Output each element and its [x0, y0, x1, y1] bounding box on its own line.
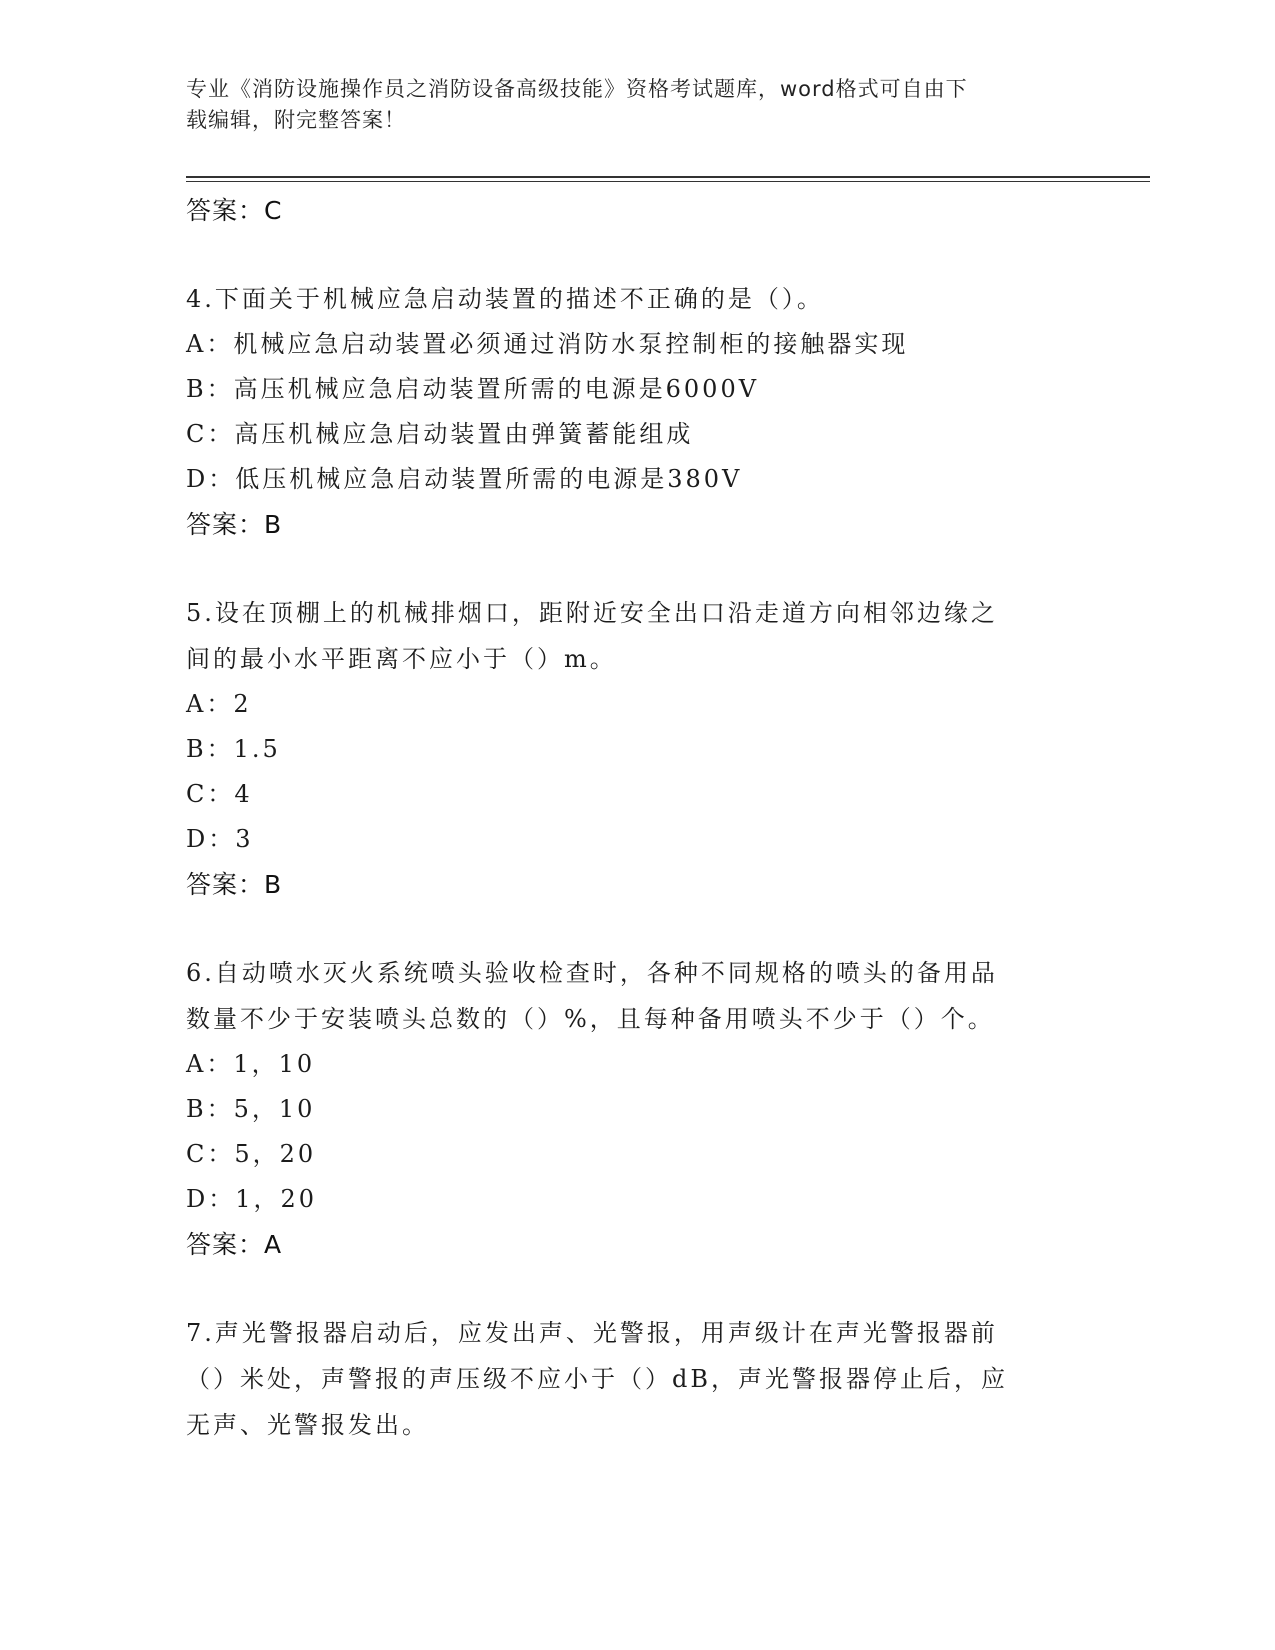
option-a: A：1，10	[186, 1050, 316, 1078]
option-b: B：1.5	[186, 735, 281, 763]
header-divider-thin	[186, 181, 1150, 182]
answer: 答案：B	[186, 510, 283, 539]
question-list	[186, 188, 1066, 1448]
option-d: D：低压机械应急启动装置所需的电源是380V	[186, 465, 743, 493]
option-a: A：2	[186, 690, 252, 718]
spacer	[186, 547, 1066, 590]
spacer	[186, 907, 1066, 950]
question-stem-line-2: 数量不少于安装喷头总数的（）%，且每种备用喷头不少于（）个。	[186, 1005, 995, 1033]
answer: 答案：B	[186, 870, 283, 899]
spacer	[186, 1267, 1066, 1310]
question-5	[186, 590, 1066, 907]
previous-answer: 答案：C	[186, 196, 283, 225]
question-stem: 4.下面关于机械应急启动装置的描述不正确的是（）。	[186, 285, 824, 313]
question-7	[186, 1310, 1066, 1448]
option-a: A：机械应急启动装置必须通过消防水泵控制柜的接触器实现	[186, 330, 909, 358]
option-d: D：1，20	[186, 1185, 318, 1213]
question-stem-line-3: 无声、光警报发出。	[186, 1411, 429, 1439]
question-stem-line-2: 间的最小水平距离不应小于（）m。	[186, 645, 617, 673]
question-stem-line-1: 7.声光警报器启动后，应发出声、光警报，用声级计在声光警报器前	[186, 1319, 998, 1347]
question-4	[186, 276, 1066, 547]
question-stem-line-2: （）米处，声警报的声压级不应小于（）dB，声光警报器停止后，应	[186, 1365, 1008, 1393]
spacer	[186, 233, 1066, 276]
question-6	[186, 950, 1066, 1267]
header-divider	[186, 176, 1150, 178]
header-line-2: 载编辑，附完整答案！	[186, 108, 406, 132]
option-b: B：高压机械应急启动装置所需的电源是6000V	[186, 375, 760, 403]
option-c: C：5，20	[186, 1140, 317, 1168]
answer: 答案：A	[186, 1230, 283, 1259]
header-line-1: 专业《消防设施操作员之消防设备高级技能》资格考试题库，word格式可自由下	[186, 77, 968, 101]
option-c: C：高压机械应急启动装置由弹簧蓄能组成	[186, 420, 694, 448]
option-b: B：5，10	[186, 1095, 316, 1123]
option-d: D：3	[186, 825, 254, 853]
document-header	[186, 74, 1066, 136]
option-c: C：4	[186, 780, 253, 808]
question-stem-line-1: 6.自动喷水灭火系统喷头验收检查时，各种不同规格的喷头的备用品	[186, 959, 998, 987]
question-stem-line-1: 5.设在顶棚上的机械排烟口，距附近安全出口沿走道方向相邻边缘之	[186, 599, 998, 627]
